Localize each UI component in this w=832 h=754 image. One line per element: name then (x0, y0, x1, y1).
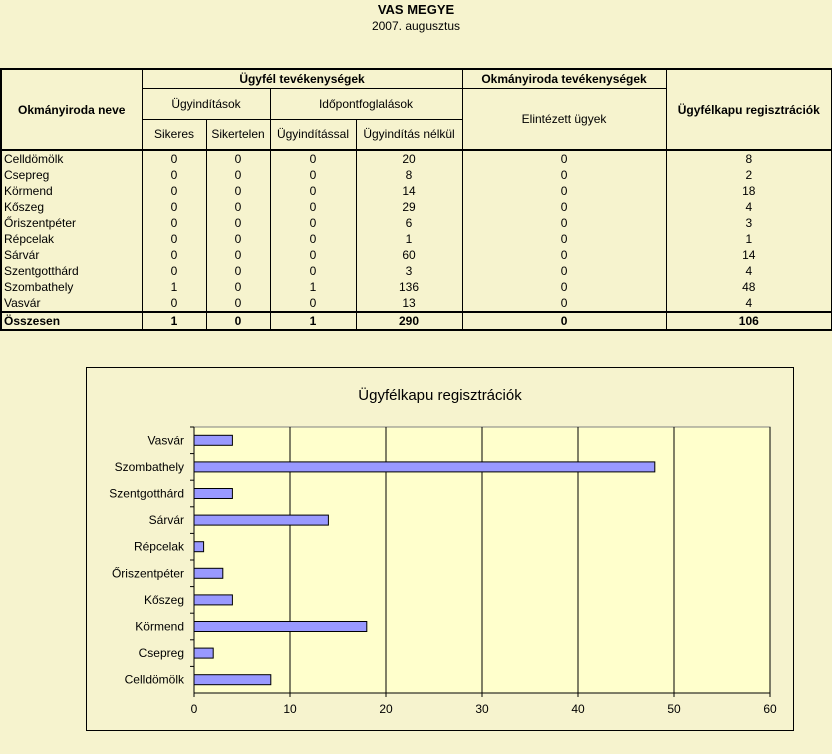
value-cell: 14 (666, 247, 832, 263)
total-cell: 0 (206, 312, 270, 330)
value-cell: 0 (142, 167, 206, 183)
office-name-cell: Körmend (1, 183, 142, 199)
value-cell: 0 (206, 247, 270, 263)
value-cell: 48 (666, 279, 832, 295)
value-cell: 14 (356, 183, 462, 199)
office-name-cell: Celldömölk (1, 150, 142, 167)
category-label: Szombathely (114, 459, 184, 474)
value-cell: 0 (462, 183, 666, 199)
value-cell: 0 (270, 247, 356, 263)
header-client-activities: Ügyfél tevékenységek (142, 69, 462, 88)
value-cell: 0 (270, 150, 356, 167)
value-cell: 0 (142, 247, 206, 263)
total-row (1, 312, 832, 330)
value-cell: 0 (142, 183, 206, 199)
x-tick-label: 50 (667, 702, 681, 716)
statistics-table (0, 68, 832, 331)
table-row (1, 167, 832, 183)
header-success: Sikeres (142, 119, 206, 150)
value-cell: 0 (270, 183, 356, 199)
value-cell: 6 (356, 215, 462, 231)
header-initiations: Ügyindítások (142, 88, 270, 119)
value-cell: 8 (356, 167, 462, 183)
value-cell: 0 (462, 231, 666, 247)
bar (194, 542, 204, 552)
total-cell: 1 (142, 312, 206, 330)
value-cell: 60 (356, 247, 462, 263)
bar (194, 515, 328, 525)
header-fail: Sikertelen (206, 119, 270, 150)
header-office-activities: Okmányiroda tevékenységek (462, 69, 666, 88)
x-tick-label: 0 (190, 702, 198, 716)
bar (194, 595, 232, 605)
bar (194, 489, 232, 499)
total-cell: 290 (356, 312, 462, 330)
value-cell: 0 (462, 150, 666, 167)
category-label: Őriszentpéter (111, 566, 184, 581)
office-name-cell: Szentgotthárd (1, 263, 142, 279)
value-cell: 18 (666, 183, 832, 199)
value-cell: 0 (206, 295, 270, 312)
value-cell: 29 (356, 199, 462, 215)
table-row (1, 231, 832, 247)
header-completed: Elintézett ügyek (462, 88, 666, 150)
value-cell: 1 (270, 279, 356, 295)
value-cell: 0 (142, 150, 206, 167)
category-label: Szentgotthárd (109, 486, 184, 501)
total-label: Összesen (1, 312, 142, 330)
value-cell: 0 (206, 199, 270, 215)
table-row (1, 215, 832, 231)
value-cell: 0 (270, 167, 356, 183)
table-row (1, 199, 832, 215)
value-cell: 1 (356, 231, 462, 247)
value-cell: 0 (142, 199, 206, 215)
category-label: Vasvár (147, 433, 184, 448)
chart-container (86, 367, 794, 731)
office-name-cell: Sárvár (1, 247, 142, 263)
value-cell: 8 (666, 150, 832, 167)
value-cell: 0 (270, 215, 356, 231)
value-cell: 0 (142, 231, 206, 247)
value-cell: 0 (206, 263, 270, 279)
page-title: VAS MEGYE (377, 2, 455, 17)
x-tick-label: 40 (571, 702, 585, 716)
value-cell: 0 (462, 199, 666, 215)
value-cell: 4 (666, 263, 832, 279)
bar (194, 568, 223, 578)
value-cell: 0 (142, 215, 206, 231)
value-cell: 4 (666, 199, 832, 215)
value-cell: 0 (270, 231, 356, 247)
value-cell: 0 (270, 199, 356, 215)
table-row (1, 183, 832, 199)
value-cell: 0 (206, 231, 270, 247)
bar (194, 435, 232, 445)
header-with-init: Ügyindítással (270, 119, 356, 150)
header-appointments: Időpontfoglalások (270, 88, 462, 119)
value-cell: 0 (206, 150, 270, 167)
value-cell: 0 (462, 167, 666, 183)
bar (194, 675, 271, 685)
value-cell: 136 (356, 279, 462, 295)
value-cell: 3 (356, 263, 462, 279)
table-row (1, 150, 832, 167)
value-cell: 0 (462, 263, 666, 279)
table-body (1, 150, 832, 330)
bar (194, 462, 655, 472)
office-name-cell: Vasvár (1, 295, 142, 312)
x-tick-label: 60 (763, 702, 777, 716)
value-cell: 0 (142, 295, 206, 312)
table-row (1, 279, 832, 295)
table-row (1, 295, 832, 312)
total-cell: 0 (462, 312, 666, 330)
category-label: Kőszeg (143, 592, 184, 607)
total-cell: 106 (666, 312, 832, 330)
header-without-init: Ügyindítás nélkül (356, 119, 462, 150)
value-cell: 0 (462, 247, 666, 263)
office-name-cell: Kőszeg (1, 199, 142, 215)
category-label: Celldömölk (124, 672, 184, 687)
bar (194, 648, 213, 658)
office-name-cell: Őriszentpéter (1, 215, 142, 231)
value-cell: 0 (206, 167, 270, 183)
bar (194, 622, 367, 632)
total-cell: 1 (270, 312, 356, 330)
chart-title: Ügyfélkapu regisztrációk (358, 387, 522, 404)
page-subtitle: 2007. augusztus (371, 19, 461, 33)
x-tick-label: 10 (283, 702, 297, 716)
category-label: Répcelak (133, 539, 184, 554)
value-cell: 1 (142, 279, 206, 295)
header-office-name: Okmányiroda neve (1, 69, 142, 150)
value-cell: 0 (206, 279, 270, 295)
value-cell: 0 (270, 263, 356, 279)
category-label: Csepreg (138, 646, 184, 661)
value-cell: 20 (356, 150, 462, 167)
value-cell: 0 (462, 295, 666, 312)
table-row (1, 263, 832, 279)
value-cell: 0 (206, 183, 270, 199)
value-cell: 0 (462, 279, 666, 295)
value-cell: 2 (666, 167, 832, 183)
value-cell: 1 (666, 231, 832, 247)
value-cell: 0 (270, 295, 356, 312)
office-name-cell: Répcelak (1, 231, 142, 247)
value-cell: 13 (356, 295, 462, 312)
header-client-portal: Ügyfélkapu regisztrációk (666, 69, 832, 150)
value-cell: 4 (666, 295, 832, 312)
office-name-cell: Szombathely (1, 279, 142, 295)
bar-chart (87, 368, 793, 730)
value-cell: 0 (206, 215, 270, 231)
value-cell: 0 (462, 215, 666, 231)
value-cell: 3 (666, 215, 832, 231)
category-label: Körmend (135, 619, 184, 634)
table-row (1, 247, 832, 263)
category-label: Sárvár (148, 513, 184, 528)
x-tick-label: 20 (379, 702, 393, 716)
office-name-cell: Csepreg (1, 167, 142, 183)
x-tick-label: 30 (475, 702, 489, 716)
value-cell: 0 (142, 263, 206, 279)
